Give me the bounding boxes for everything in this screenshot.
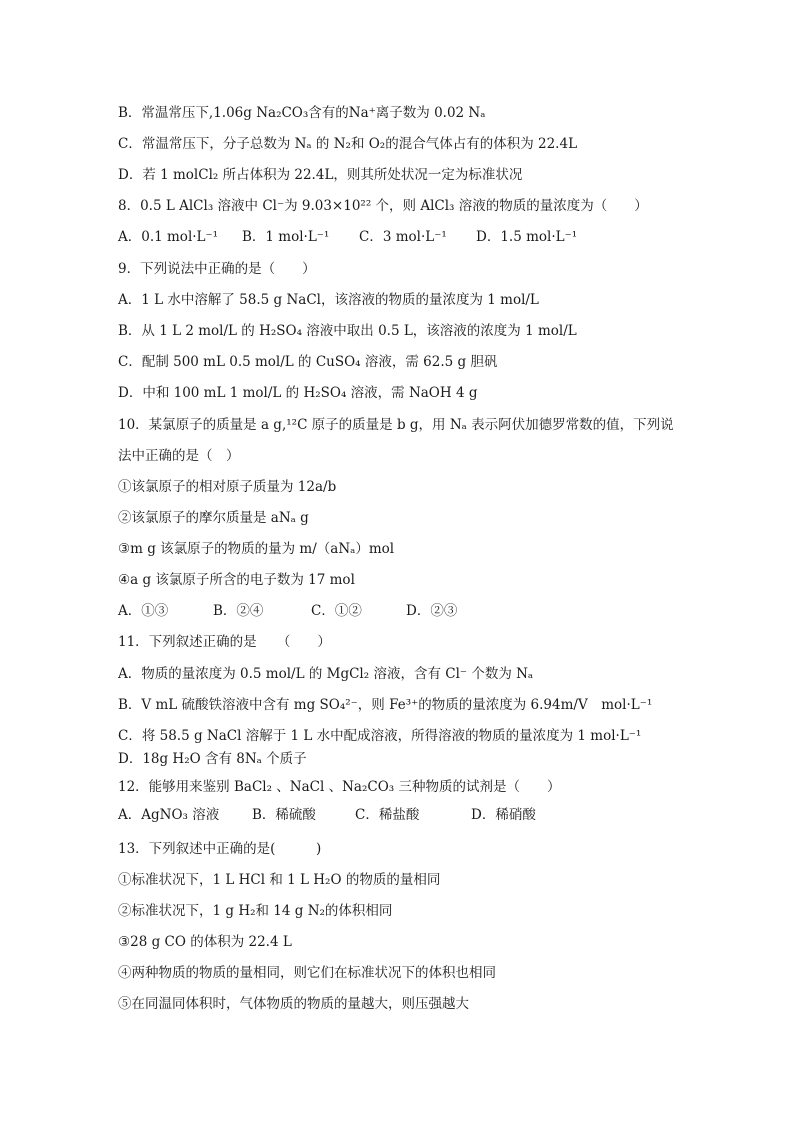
q10-option-d: D．②③ [406,603,458,619]
q9-option-d: D．中和 100 mL 1 mol/L 的 H₂SO₄ 溶液，需 NaOH 4 g [118,385,478,401]
q13-statement-5: ⑤在同温同体积时，气体物质的物质的量越大，则压强越大 [118,996,469,1012]
q10-statement-3: ③m g 该氯原子的物质的量为 m/（aNₐ）mol [118,541,395,557]
q8-stem: 8．0.5 L AlCl₃ 溶液中 Cl⁻为 9.03×10²² 个，则 AlCl₃ 溶液的物质的量浓度为（ ） [118,198,648,214]
q8-option-c: C．3 mol·L⁻¹ [359,229,447,245]
q10-option-b: B．②④ [213,603,264,619]
q10-options [118,602,457,620]
q10-statement-1: ①该氯原子的相对原子质量为 12a/b [118,479,337,495]
q13-statement-2: ②标准状况下，1 g H₂和 14 g N₂的体积相同 [118,903,393,919]
q8-options [118,228,577,246]
q11-option-c: C．将 58.5 g NaCl 溶解于 1 L 水中配成溶液，所得溶液的物质的量浓度为 1 mol·L⁻¹ [118,728,642,744]
q10-stem-cont: 法中正确的是（ ） [118,448,240,464]
q7-option-c: C．常温常压下，分子总数为 Nₐ 的 N₂和 O₂的混合气体占有的体积为 22.4L [118,136,578,152]
q13-statement-3: ③28 g CO 的体积为 22.4 L [118,934,292,950]
q11-option-a: A．物质的量浓度为 0.5 mol/L 的 MgCl₂ 溶液，含有 Cl⁻ 个数为 Nₐ [118,666,534,682]
q13-stem: 13．下列叙述中正确的是( ) [118,841,322,857]
q9-option-b: B．从 1 L 2 mol/L 的 H₂SO₄ 溶液中取出 0.5 L，该溶液的浓度为 1 mol/L [118,323,577,339]
q10-stem: 10．某氯原子的质量是 a g,¹²C 原子的质量是 b g，用 Nₐ 表示阿伏加德罗常数的值，下列说 [118,417,674,433]
q10-statement-4: ④a g 该氯原子所含的电子数为 17 mol [118,572,355,588]
q13-statement-1: ①标准状况下，1 L HCl 和 1 L H₂O 的物质的量相同 [118,872,441,888]
q12-options [118,806,536,824]
q10-option-c: C．①② [311,603,362,619]
q10-option-a: A．①③ [118,603,169,619]
q11-option-b: B．V mL 硫酸铁溶液中含有 mg SO₄²⁻，则 Fe³⁺的物质的量浓度为 6.94m/V mol·L⁻¹ [118,697,653,713]
q9-stem: 9．下列说法中正确的是（ ） [118,261,316,277]
q8-option-b: B．1 mol·L⁻¹ [242,229,330,245]
q12-option-d: D．稀硝酸 [471,807,536,823]
q10-statement-2: ②该氯原子的摩尔质量是 aNₐ g [118,510,309,526]
q13-statement-4: ④两种物质的物质的量相同，则它们在标准状况下的体积也相同 [118,965,496,981]
q12-option-a: A．AgNO₃ 溶液 [118,807,220,823]
q12-option-c: C．稀盐酸 [355,807,420,823]
q8-option-a: A．0.1 mol·L⁻¹ [118,229,219,245]
q9-option-c: C．配制 500 mL 0.5 mol/L 的 CuSO₄ 溶液，需 62.5 g 胆矾 [118,354,498,370]
q7-option-d: D．若 1 molCl₂ 所占体积为 22.4L，则其所处状况一定为标准状况 [118,167,523,183]
q7-option-b: B．常温常压下,1.06g Na₂CO₃含有的Na⁺离子数为 0.02 Nₐ [118,105,486,121]
q11-stem: 11．下列叙述正确的是 （ ） [118,634,331,650]
q11-option-d: D．18g H₂O 含有 8Nₐ 个质子 [118,751,307,767]
q8-option-d: D．1.5 mol·L⁻¹ [476,229,578,245]
q12-option-b: B．稀硫酸 [252,807,316,823]
q12-stem: 12．能够用来鉴别 BaCl₂ 、NaCl 、Na₂CO₃ 三种物质的试剂是（ ） [118,779,561,795]
q9-option-a: A．1 L 水中溶解了 58.5 g NaCl，该溶液的物质的量浓度为 1 mol/L [118,292,539,308]
